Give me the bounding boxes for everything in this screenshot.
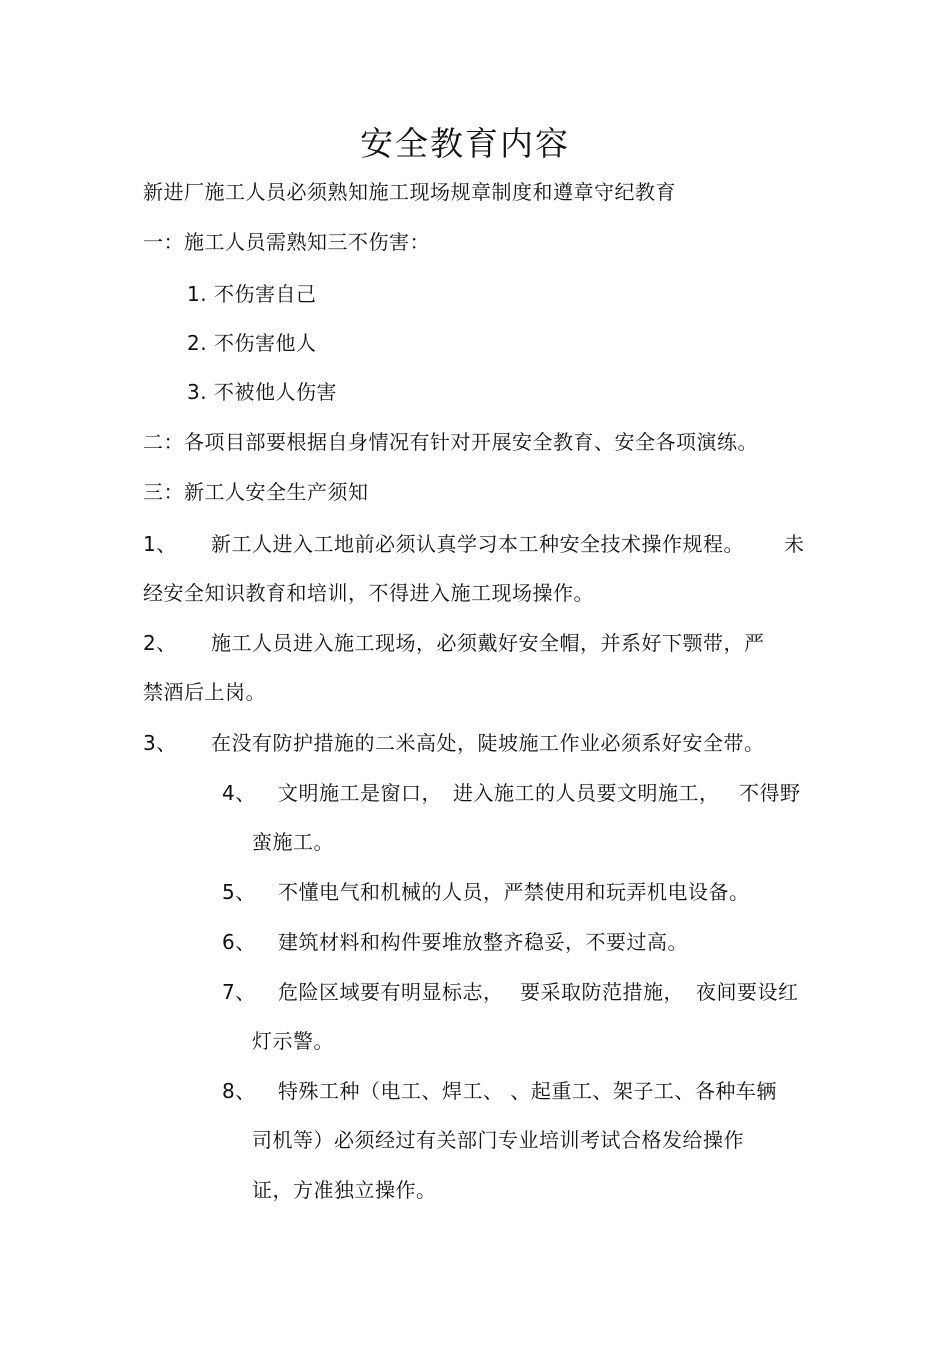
item-8-line2: 司机等）必须经过有关部门专业培训考试合格发给操作 xyxy=(252,1128,744,1152)
item-8-line3: 证，方准独立操作。 xyxy=(252,1178,437,1202)
section1-item-1: 1. 不伤害自己 xyxy=(187,282,317,306)
item-7-line1-c: 夜间要设红 xyxy=(696,980,799,1004)
item-4-line2: 蛮施工。 xyxy=(252,830,334,854)
item-3-line1: 在没有防护措施的二米高处，陡坡施工作业必须系好安全带。 xyxy=(211,731,765,755)
item-7-line2: 灯示警。 xyxy=(252,1029,334,1053)
intro-text: 新进厂施工人员必须熟知施工现场规章制度和遵章守纪教育 xyxy=(143,180,676,204)
item-7-number: 7、 xyxy=(222,980,256,1004)
item-8-number: 8、 xyxy=(222,1079,256,1103)
page-title: 安全教育内容 xyxy=(360,124,570,163)
item-1-line2: 经安全知识教育和培训，不得进入施工现场操作。 xyxy=(143,581,594,605)
section1-item-2: 2. 不伤害他人 xyxy=(187,331,317,355)
item-2-line2: 禁酒后上岗。 xyxy=(143,680,266,704)
item-4-number: 4、 xyxy=(222,781,256,805)
item-1-number: 1、 xyxy=(143,532,177,556)
item-4-line1-b: 进入施工的人员要文明施工， xyxy=(453,781,720,805)
item-6-line1: 建筑材料和构件要堆放整齐稳妥，不要过高。 xyxy=(278,930,688,954)
item-5-line1: 不懂电气和机械的人员，严禁使用和玩弄机电设备。 xyxy=(278,880,750,904)
item-3-number: 3、 xyxy=(143,731,177,755)
item-6-number: 6、 xyxy=(222,930,256,954)
item-7-line1-a: 危险区域要有明显标志， xyxy=(278,980,504,1004)
section1-item-3: 3. 不被他人伤害 xyxy=(187,380,337,404)
item-5-number: 5、 xyxy=(222,880,256,904)
section1-heading: 一：施工人员需熟知三不伤害： xyxy=(143,230,430,254)
item-1-line1-tail: 未 xyxy=(784,532,805,556)
item-7-line1-b: 要采取防范措施， xyxy=(520,980,684,1004)
item-1-line1: 新工人进入工地前必须认真学习本工种安全技术操作规程。 xyxy=(211,532,744,556)
section3-heading: 三：新工人安全生产须知 xyxy=(143,480,369,504)
section2-heading: 二：各项目部要根据自身情况有针对开展安全教育、安全各项演练。 xyxy=(143,430,758,454)
item-2-number: 2、 xyxy=(143,631,177,655)
item-4-line1-c: 不得野 xyxy=(739,781,801,805)
item-8-line1: 特殊工种（电工、焊工、 、起重工、架子工、各种车辆 xyxy=(278,1079,777,1103)
item-4-line1-a: 文明施工是窗口， xyxy=(278,781,442,805)
item-2-line1: 施工人员进入施工现场，必须戴好安全帽，并系好下颚带，严 xyxy=(211,631,765,655)
